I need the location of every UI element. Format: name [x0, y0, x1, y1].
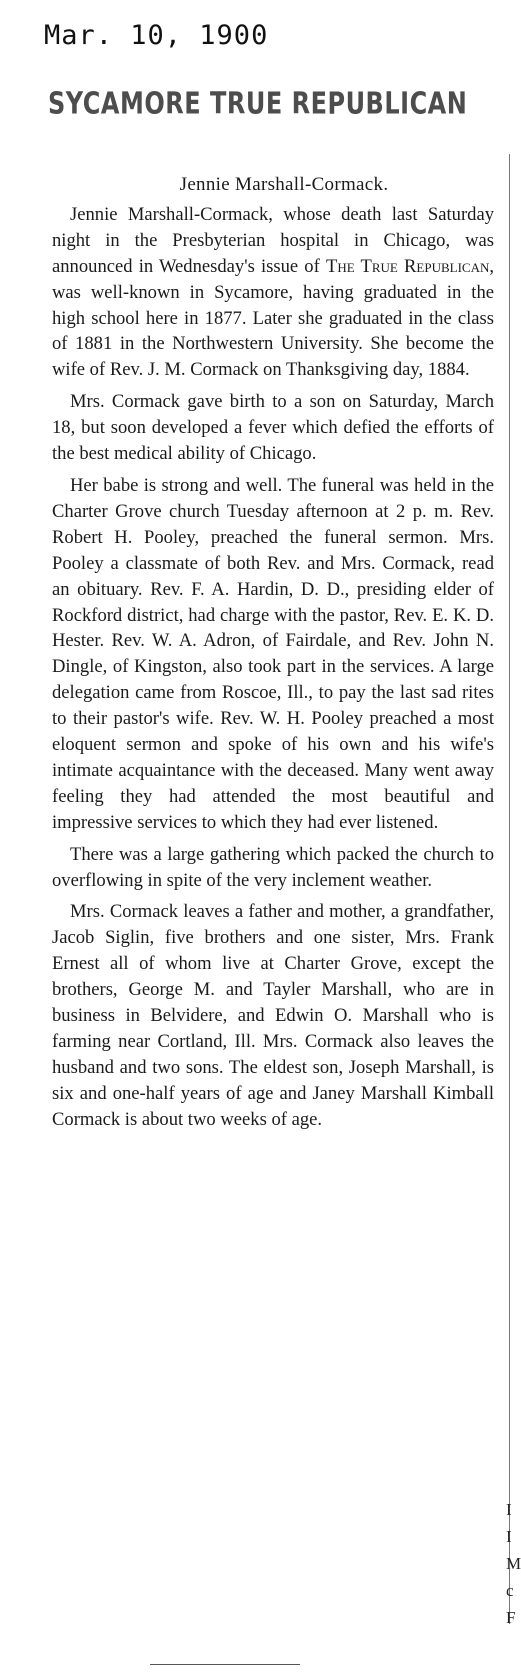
column-rule [509, 154, 510, 1624]
edge-mark-5: F [506, 1608, 516, 1627]
paragraph-2: Mrs. Cormack gave birth to a son on Saturday, March 18, but soon developed a fever which defied the efforts of the best medical ability of Chicago. [52, 391, 494, 465]
edge-mark-2: I [506, 1527, 512, 1546]
paragraph-4: There was a large gathering which packed the church to overflowing in spite of the very inclement weather. [52, 843, 494, 891]
paragraph-5: Mrs. Cormack leaves a father and mother, a grandfather, Jacob Siglin, five brothers and one sister, Mrs. Frank Ernest all of whom live at Charter Grove, except the brothers, George M. and Tayler Marshall, who are in business in Belvidere, and Edwin O. Marshall who is farming near Cortland, Ill. Mrs. Cormack also leaves the husband and two sons. The eldest son, Joseph Marshall, is six and one-half years of age and Janey Marshall Kimball Cormack is about two weeks of age. [52, 901, 494, 1130]
newspaper-name: The True Republican [325, 255, 490, 277]
obituary-article [52, 172, 494, 1139]
edge-mark-4: c [506, 1581, 514, 1600]
date-line: Mar. 10, 1900 [44, 20, 269, 51]
bottom-rule [150, 1664, 300, 1665]
article-headline: Jennie Marshall-Cormack. [179, 174, 389, 195]
edge-mark-1: I [506, 1500, 512, 1519]
paragraph-3: Her babe is strong and well. The funeral was held in the Charter Grove church Tuesday afternoon at 2 p. m. Rev. Robert H. Pooley, preached the funeral sermon. Mrs. Pooley a classmate of both Rev. and Mrs. Cormack, read an obituary. Rev. F. A. Hardin, D. D., presiding elder of Rockford district, had charge with the pastor, Rev. E. K. D. Hester. Rev. W. A. Adron, of Fairdale, and Rev. John N. Dingle, of Kingston, also took part in the services. A large delegation came from Roscoe, Ill., to pay the last sad rites to their pastor's wife. Rev. W. H. Pooley preached a most eloquent sermon and spoke of his own and his wife's intimate acquaintance with the deceased. Many went away feeling they had attended the most beautiful and impressive services to which they had ever listened. [52, 474, 494, 833]
paragraph-1-start: Jennie Marshall-Cormack, whose death last Saturday night in the Presbyterian hospital in Chicago, was announced in Wednesday's issue of [52, 203, 494, 277]
newspaper-stamp: SYCAMORE TRUE REPUBLICAN [48, 86, 468, 121]
paragraph-1-end: , was well-known in Sycamore, having graduated in the high school here in 1877. Later she graduated in the class of 1881 in the Northwestern University. She become the wife of Rev. J. M. Cormack on Thanksgiving day, 1884. [52, 255, 494, 381]
edge-mark-3: M [506, 1554, 521, 1573]
paragraph-1 [52, 202, 494, 383]
